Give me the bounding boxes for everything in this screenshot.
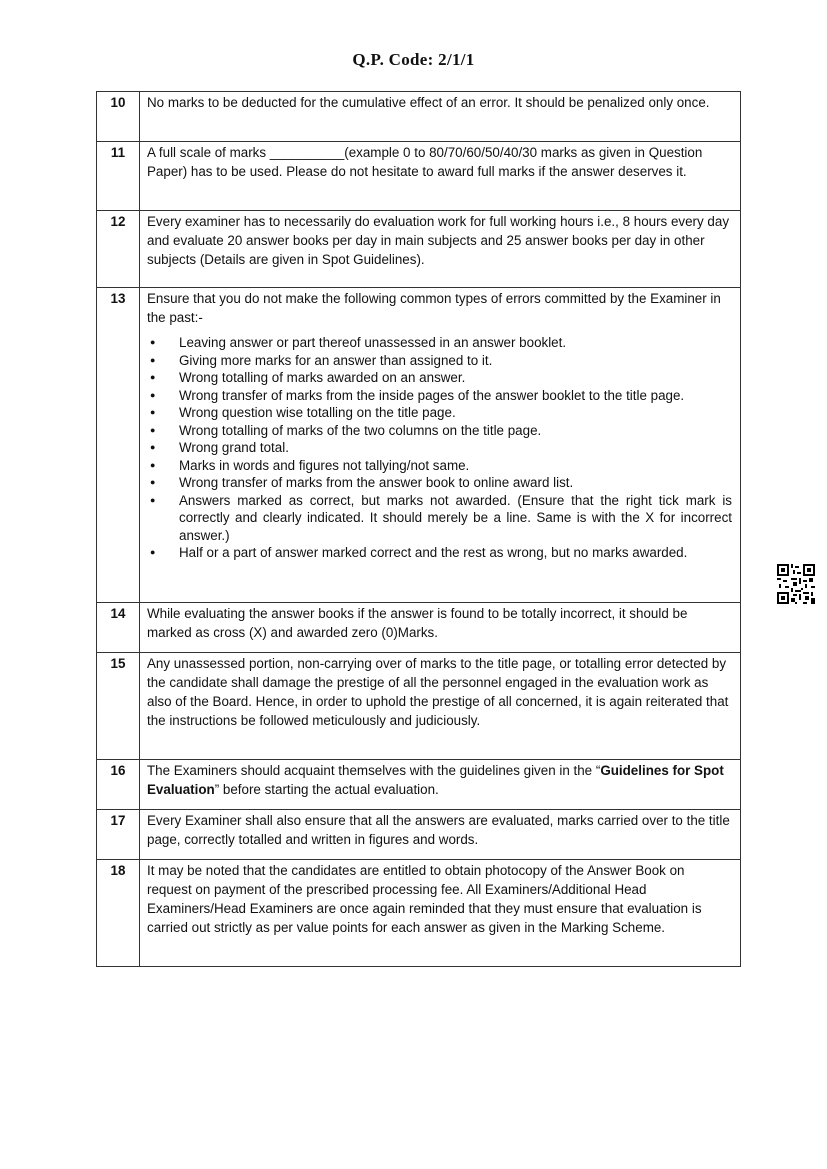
- row-text-with-list: [140, 288, 741, 603]
- row-text-part: ” before starting the actual evaluation.: [214, 782, 439, 797]
- table-row: [97, 288, 741, 603]
- row-text: Every Examiner shall also ensure that all the answers are evaluated, marks carried over to the title page, correctly totalled and written in figures and words.: [140, 810, 741, 860]
- row-number: 18: [97, 860, 140, 967]
- list-item: ● Wrong totalling of marks awarded on an answer.: [179, 369, 732, 387]
- list-item: ● Leaving answer or part thereof unassessed in an answer booklet.: [179, 334, 732, 352]
- row-text: Every examiner has to necessarily do evaluation work for full working hours i.e., 8 hours every day and evaluate 20 answer books per day in main subjects and 25 answer books per day in other subjects (Details are given in Spot Guidelines).: [140, 211, 741, 288]
- table-row: [97, 760, 741, 810]
- row-text: Any unassessed portion, non-carrying over of marks to the title page, or totalling error detected by the candidate shall damage the prestige of all the personnel engaged in the evaluation work as also of the Board. Hence, in order to uphold the prestige of all concerned, it is again reiterated that the instructions be followed meticulously and judiciously.: [140, 653, 741, 760]
- qp-code-header: Q.P. Code: 2/1/1: [352, 50, 475, 69]
- row-text: No marks to be deducted for the cumulative effect of an error. It should be penalized only once.: [140, 92, 741, 142]
- row-text: A full scale of marks __________(example 0 to 80/70/60/50/40/30 marks as given in Question Paper) has to be used. Please do not hesitate to award full marks if the answer deserves it.: [140, 142, 741, 211]
- row-number: 17: [97, 810, 140, 860]
- guidelines-title: Guidelines for Spot Evaluation: [147, 763, 724, 797]
- row-number: 13: [97, 288, 140, 603]
- row-number: 14: [97, 603, 140, 653]
- row-number: 12: [97, 211, 140, 288]
- instructions-table: [96, 91, 741, 967]
- table-row: [97, 92, 741, 142]
- table-row: [97, 653, 741, 760]
- row-text: Ensure that you do not make the following common types of errors committed by the Examiner in the past:-: [147, 291, 721, 325]
- list-item: ● Answers marked as correct, but marks not awarded. (Ensure that the right tick mark is correctly and clearly indicated. It should merely be a line. Same is with the X for incorrect answer.): [179, 492, 732, 545]
- row-number: 15: [97, 653, 140, 760]
- list-item: ● Giving more marks for an answer than assigned to it.: [179, 352, 732, 370]
- row-text: It may be noted that the candidates are entitled to obtain photocopy of the Answer Book on request on payment of the prescribed processing fee. All Examiners/Additional Head Examiners/Head Examiners are once again reminded that they must ensure that evaluation is carried out strictly as per value points for each answer as given in the Marking Scheme.: [140, 860, 741, 967]
- row-number: 10: [97, 92, 140, 142]
- table-row: [97, 142, 741, 211]
- error-list: [147, 334, 732, 562]
- list-item: ● Marks in words and figures not tallying/not same.: [179, 457, 732, 475]
- list-item: ● Wrong totalling of marks of the two columns on the title page.: [179, 422, 732, 440]
- row-number: 16: [97, 760, 140, 810]
- row-number: 11: [97, 142, 140, 211]
- row-text-part: The Examiners should acquaint themselves with the guidelines given in the “: [147, 763, 601, 778]
- list-item: ● Half or a part of answer marked correct and the rest as wrong, but no marks awarded.: [179, 544, 732, 562]
- row-text: While evaluating the answer books if the answer is found to be totally incorrect, it should be marked as cross (X) and awarded zero (0)Marks.: [140, 603, 741, 653]
- table-row: [97, 810, 741, 860]
- list-item: ● Wrong transfer of marks from the inside pages of the answer booklet to the title page.: [179, 387, 732, 405]
- list-item: ● Wrong question wise totalling on the title page.: [179, 404, 732, 422]
- table-row: [97, 211, 741, 288]
- row-text: [140, 760, 741, 810]
- table-row: [97, 603, 741, 653]
- list-item: ● Wrong grand total.: [179, 439, 732, 457]
- qr-code-icon: [777, 564, 815, 604]
- table-row: [97, 860, 741, 967]
- list-item: ● Wrong transfer of marks from the answer book to online award list.: [179, 474, 732, 492]
